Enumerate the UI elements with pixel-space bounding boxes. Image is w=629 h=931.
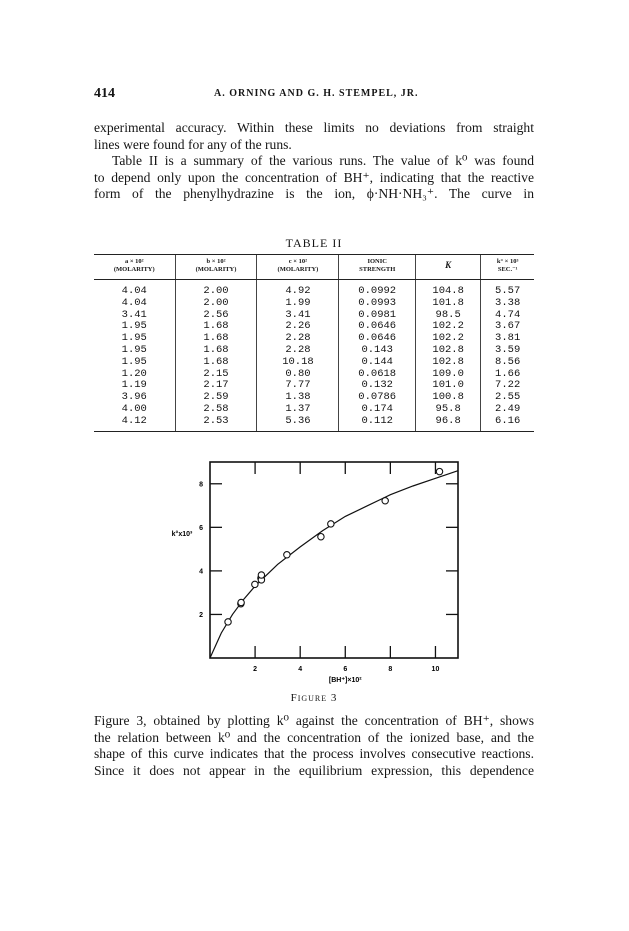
paragraph-line: shape of this curve indicates that the process involves consecutive reactions. (94, 746, 534, 762)
data-point (284, 552, 290, 558)
y-tick-label: 8 (199, 481, 203, 489)
table-cell: 100.8 (416, 392, 481, 404)
table-cell: 3.41 (257, 310, 339, 322)
table-header-row (94, 255, 534, 280)
table-cell: 8.56 (481, 357, 534, 369)
data-point (238, 599, 244, 605)
table-cell: 98.5 (416, 310, 481, 322)
page-number: 414 (94, 86, 115, 101)
x-tick-label: 6 (343, 666, 348, 673)
chart-svg (160, 450, 480, 690)
table-row (94, 357, 534, 369)
table-cell: 1.37 (257, 404, 339, 416)
table-cell: 2.56 (175, 310, 257, 322)
table-row (94, 369, 534, 381)
table-cell: 101.8 (416, 298, 481, 310)
paragraph-line: Figure 3, obtained by plotting k⁰ against the concentration of BH⁺, shows (94, 713, 534, 728)
table-cell: 3.41 (121, 308, 147, 321)
table-cell: 2.15 (175, 369, 257, 381)
paragraph-line: the relation between k⁰ and the concentration of the ionized base, and the (94, 729, 534, 745)
paragraph-line: to depend only upon the concentration of BH⁺, indicating that the reactive (94, 169, 534, 185)
table-cell: 0.144 (339, 357, 416, 369)
table-cell: 0.112 (339, 416, 416, 431)
table-cell: 7.22 (481, 380, 534, 392)
table-cell: 96.8 (416, 416, 481, 431)
table-cell: 3.67 (481, 321, 534, 333)
table-cell: 0.0646 (339, 321, 416, 333)
table-cell: 4.00 (121, 402, 147, 415)
column-header-b: b × 10² (MOLARITY) (175, 255, 257, 280)
table-row (94, 392, 534, 404)
table-cell: 4.12 (94, 416, 175, 431)
table-cell: 95.8 (416, 404, 481, 416)
table-caption: TABLE II (285, 236, 343, 250)
y-tick-label: 2 (199, 611, 203, 619)
figure-caption: Figure 3 (290, 692, 338, 704)
table-cell: 101.0 (416, 380, 481, 392)
plot-frame (210, 462, 458, 658)
fitted-curve (210, 471, 458, 658)
table-cell: 2.55 (481, 392, 534, 404)
table-cell: 2.58 (175, 404, 257, 416)
table-cell: 1.95 (121, 320, 147, 333)
table-cell: 1.68 (175, 321, 257, 333)
table-cell: 5.57 (481, 280, 534, 298)
table-cell: 2.00 (175, 298, 257, 310)
table-cell: 1.95 (121, 355, 147, 368)
table-cell: 0.80 (257, 369, 339, 381)
paragraph-2 (94, 153, 534, 203)
table-cell: 1.95 (121, 343, 147, 356)
table-cell: 4.04 (121, 285, 147, 297)
table-cell: 0.0993 (339, 298, 416, 310)
figure-3 (160, 450, 480, 690)
table-cell: 4.04 (121, 296, 147, 309)
table-row (94, 321, 534, 333)
table-row (94, 416, 534, 431)
paragraph-line: Since it does not appear in the equilibrium expression, this dependence (94, 762, 534, 778)
table-cell: 4.92 (257, 280, 339, 298)
running-head-authors: A. ORNING AND G. H. STEMPEL, JR. (214, 88, 419, 99)
data-point (436, 468, 442, 474)
table-cell: 2.00 (175, 280, 257, 298)
table-cell: 104.8 (416, 280, 481, 298)
table-cell: 3.38 (481, 298, 534, 310)
table-cell: 1.38 (257, 392, 339, 404)
table-cell: 7.77 (257, 380, 339, 392)
table-cell: 2.28 (257, 345, 339, 357)
table-cell: 4.74 (481, 310, 534, 322)
table-row (94, 310, 534, 322)
table-cell: 2.28 (257, 333, 339, 345)
table-cell: 102.2 (416, 321, 481, 333)
paragraph-3 (94, 713, 534, 779)
column-header-a: a × 10² (MOLARITY) (94, 255, 175, 280)
table-cell: 3.59 (481, 345, 534, 357)
x-tick-label: 10 (431, 666, 440, 673)
x-tick-label: 8 (388, 666, 393, 673)
table-cell: 0.0786 (339, 392, 416, 404)
table-cell: 3.81 (481, 333, 534, 345)
table-cell: 0.0646 (339, 333, 416, 345)
column-header-k0: k° × 10³ SEC.⁻¹ (481, 255, 534, 280)
data-point (318, 533, 324, 539)
table-cell: 109.0 (416, 369, 481, 381)
table-cell: 1.19 (121, 379, 147, 392)
data-table (94, 254, 534, 432)
paragraph-line: form of the phenylhydrazine is the ion, ϕ·NH·NH₃⁺. The curve in (94, 186, 534, 202)
paragraph-line: experimental accuracy. Within these limits no deviations from straight (94, 120, 534, 135)
table-cell: 2.53 (175, 416, 257, 431)
table-cell: 102.2 (416, 333, 481, 345)
table-cell: 1.99 (257, 298, 339, 310)
x-axis-label: [BH⁺]×10² (328, 677, 362, 684)
table-cell: 2.59 (175, 392, 257, 404)
data-point (252, 581, 258, 587)
table-cell: 2.26 (257, 321, 339, 333)
paragraph-1 (94, 120, 534, 153)
y-tick-label: 6 (199, 524, 203, 532)
table-cell: 2.49 (481, 404, 534, 416)
table-row (94, 333, 534, 345)
table-cell: 1.20 (121, 367, 147, 380)
paragraph-line: lines were found for any of the runs. (94, 136, 292, 152)
table-cell: 1.68 (175, 345, 257, 357)
table-cell: 3.96 (121, 391, 147, 404)
table-row (94, 280, 534, 298)
table-cell: 1.68 (175, 333, 257, 345)
y-axis-label: k°x10³ (171, 531, 193, 539)
table-cell: 6.16 (481, 416, 534, 431)
table-cell: 1.66 (481, 369, 534, 381)
table-row (94, 345, 534, 357)
table-cell: 1.68 (175, 357, 257, 369)
table-cell: 10.18 (257, 357, 339, 369)
x-tick-label: 4 (298, 666, 303, 673)
column-header-k: K (416, 255, 481, 280)
table-row (94, 380, 534, 392)
table-cell: 0.143 (339, 345, 416, 357)
table-row (94, 298, 534, 310)
table-cell: 0.174 (339, 404, 416, 416)
table-cell: 2.17 (175, 380, 257, 392)
column-header-c: c × 10² (MOLARITY) (257, 255, 339, 280)
x-tick-label: 2 (253, 666, 258, 673)
table-cell: 0.132 (339, 380, 416, 392)
table-cell: 0.0618 (339, 369, 416, 381)
data-point (258, 572, 264, 578)
data-point (225, 619, 231, 625)
table-cell: 0.0992 (339, 280, 416, 298)
table-cell: 1.95 (121, 332, 147, 345)
y-tick-label: 4 (199, 568, 203, 576)
table-cell: 5.36 (257, 416, 339, 431)
table-cell: 102.8 (416, 357, 481, 369)
data-point (328, 521, 334, 527)
data-point (382, 498, 388, 504)
table-cell: 0.0981 (339, 310, 416, 322)
paragraph-line: Table II is a summary of the various runs. The value of k⁰ was found (112, 153, 534, 168)
table-row (94, 404, 534, 416)
column-header-ionic-strength: IONIC STRENGTH (339, 255, 416, 280)
running-header (94, 86, 534, 102)
table-cell: 102.8 (416, 345, 481, 357)
